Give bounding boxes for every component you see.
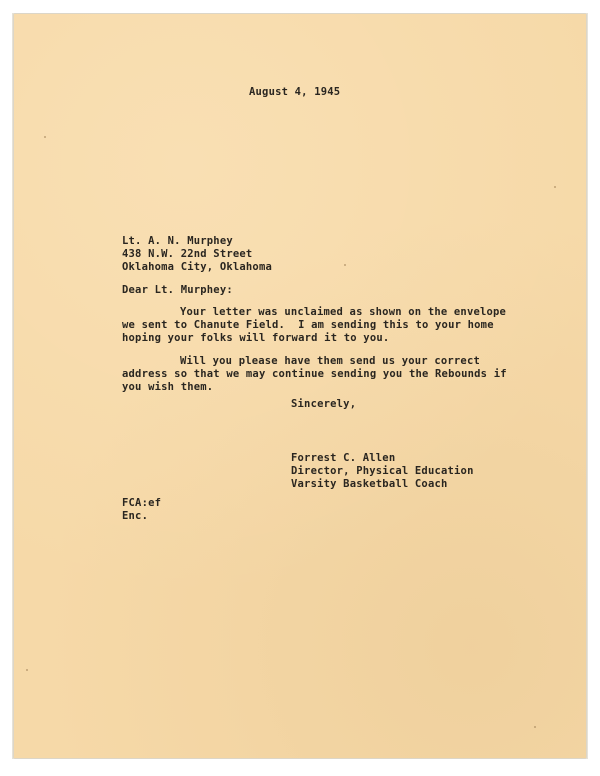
paper-speck — [44, 136, 46, 138]
salutation: Dear Lt. Murphey: — [122, 284, 233, 296]
body-paragraph-1-line-1: Your letter was unclaimed as shown on the envelope — [180, 306, 507, 318]
recipient-street: 438 N.W. 22nd Street — [122, 248, 253, 260]
signature-name: Forrest C. Allen — [291, 452, 396, 464]
paper-speck — [534, 726, 536, 728]
signature-title-1: Director, Physical Education — [291, 465, 474, 477]
recipient-name: Lt. A. N. Murphey — [122, 235, 233, 247]
letter-page — [14, 14, 586, 758]
paper-speck — [26, 669, 28, 671]
paper-speck — [554, 186, 556, 188]
reference-initials: FCA:ef — [122, 497, 162, 509]
enclosure-notation: Enc. — [122, 510, 149, 522]
body-paragraph-1-line-2: we sent to Chanute Field. I am sending this to your home — [122, 319, 494, 331]
signature-title-2: Varsity Basketball Coach — [291, 478, 448, 490]
letter-date: August 4, 1945 — [249, 86, 341, 98]
body-paragraph-2-line-1: Will you please have them send us your correct — [180, 355, 480, 367]
body-paragraph-2-line-3: you wish them. — [122, 381, 214, 393]
paper-speck — [344, 264, 346, 266]
body-paragraph-2-line-2: address so that we may continue sending you the Rebounds if — [122, 368, 507, 380]
body-paragraph-1-line-3: hoping your folks will forward it to you. — [122, 332, 390, 344]
closing: Sincerely, — [291, 398, 357, 410]
recipient-city: Oklahoma City, Oklahoma — [122, 261, 272, 273]
